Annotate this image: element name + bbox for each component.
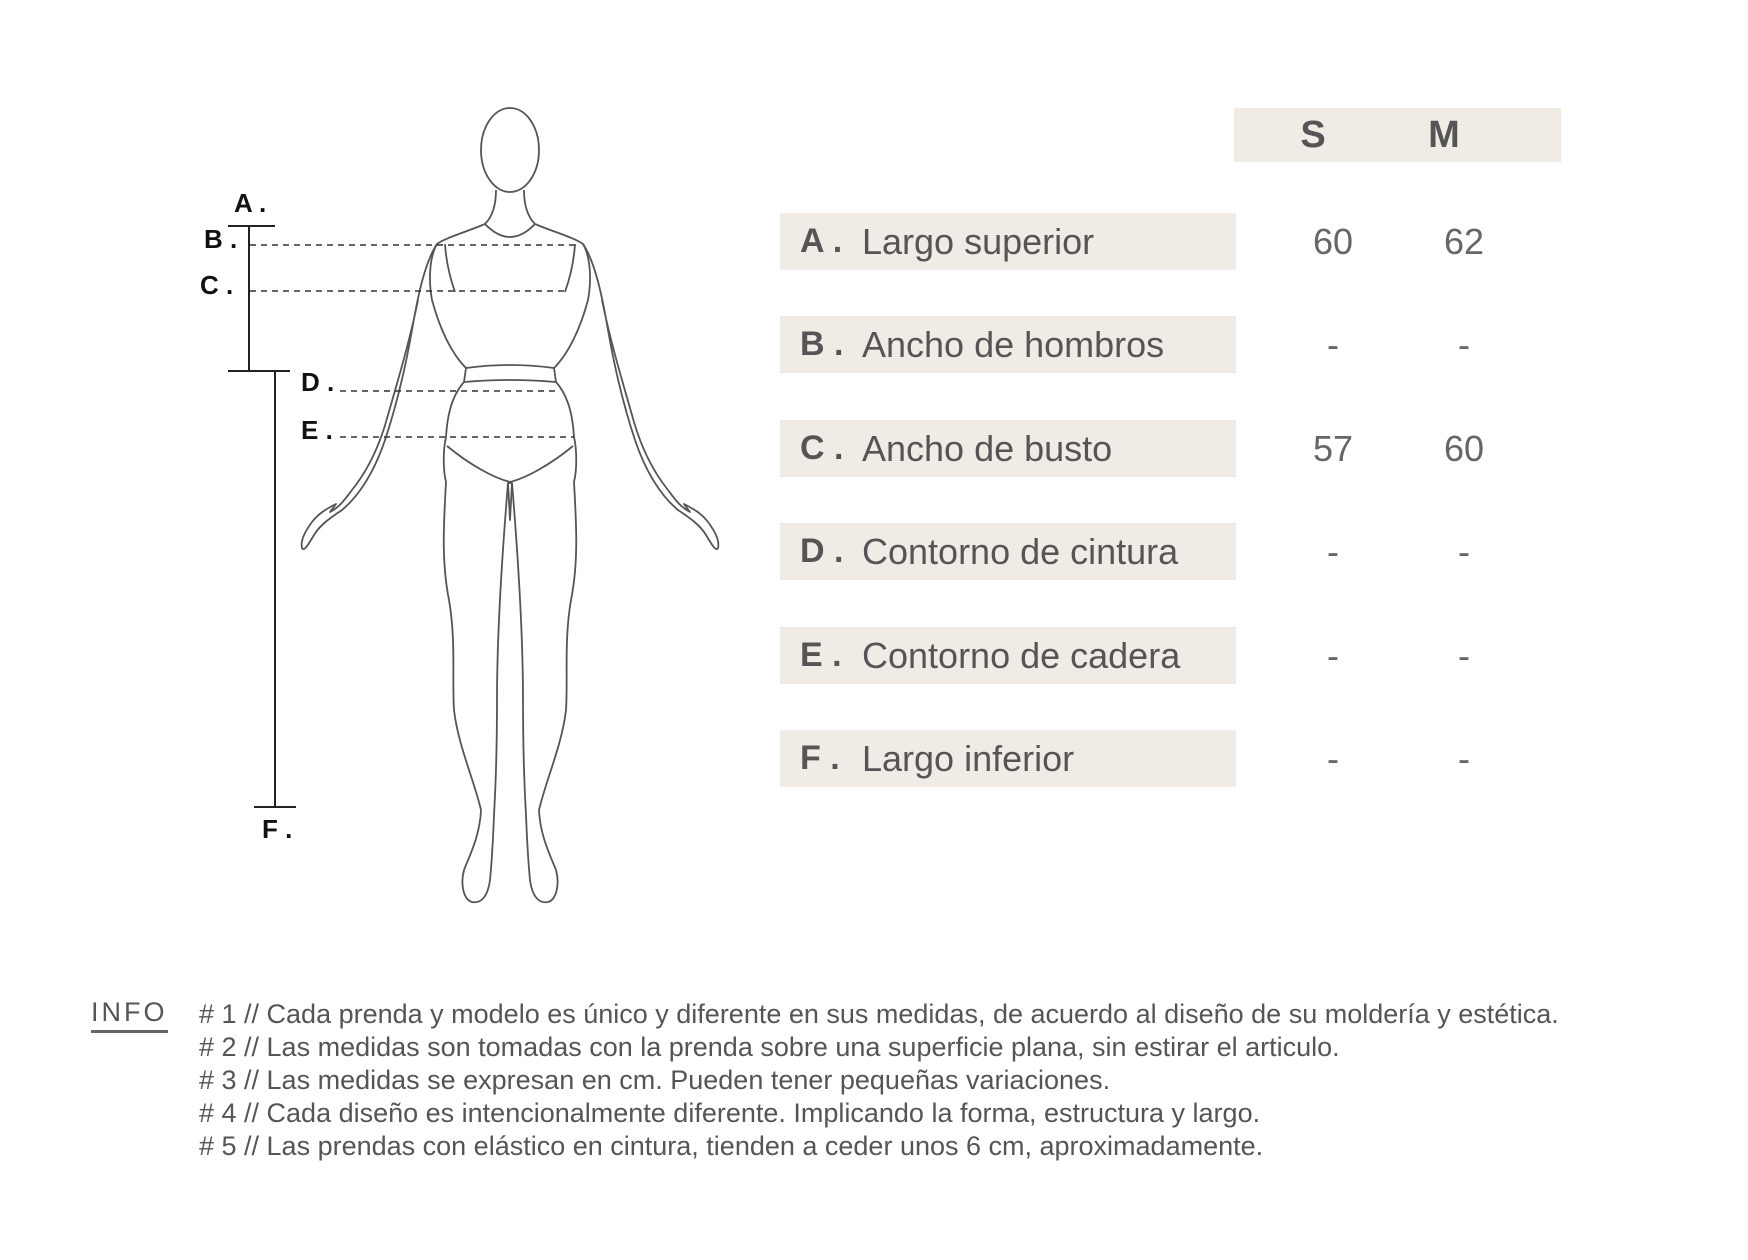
value-m: - [1458, 324, 1470, 365]
figure-legs-split [508, 483, 512, 520]
info-note-3: # 3 // Las medidas se expresan en cm. Pueden tener pequeñas variaciones. [199, 1065, 1111, 1095]
row-label [780, 627, 1236, 684]
value-s: 57 [1312, 428, 1354, 469]
row-letter: C . [800, 429, 844, 467]
info-note-2: # 2 // Las medidas son tomadas con la prenda sobre una superficie plana, sin estirar el articulo. [199, 1032, 1340, 1062]
row-letter: A . [800, 222, 843, 260]
info-note-5: # 5 // Las prendas con elástico en cintura, tienden a ceder unos 6 cm, aproximadamente. [199, 1131, 1264, 1161]
measure-lines [228, 226, 296, 807]
row-label [780, 420, 1236, 477]
value-s: 60 [1312, 221, 1354, 262]
info-notes [199, 998, 1559, 1163]
row-name: Ancho de hombros [862, 324, 1165, 365]
info-note-1: # 1 // Cada prenda y modelo es único y diferente en sus medidas, de acuerdo al diseño de su moldería y estética. [199, 999, 1559, 1029]
measurement-row-f [0, 730, 1748, 787]
row-name: Contorno de cintura [862, 531, 1179, 572]
row-name: Contorno de cadera [862, 635, 1181, 676]
value-m: - [1458, 531, 1470, 572]
row-name: Largo inferior [862, 738, 1075, 779]
diagram-label-b: B . [204, 224, 238, 254]
row-letter: B . [800, 325, 844, 363]
size-label-m: M [1428, 114, 1460, 156]
value-m: - [1458, 635, 1470, 676]
figure-head [481, 108, 539, 192]
value-m: 60 [1443, 428, 1485, 469]
measurement-row-e [0, 627, 1748, 684]
measurement-row-b [0, 316, 1748, 373]
value-s: - [1327, 738, 1339, 779]
size-header [1234, 108, 1561, 162]
measurement-row-d [0, 523, 1748, 580]
value-s: - [1327, 635, 1339, 676]
row-label [780, 316, 1236, 373]
value-m: - [1458, 738, 1470, 779]
diagram-label-a: A . [234, 188, 267, 218]
info-note-4: # 4 // Cada diseño es intencionalmente diferente. Implicando la forma, estructura y largo. [199, 1098, 1261, 1128]
row-name: Largo superior [862, 221, 1095, 262]
row-label [780, 213, 1236, 270]
diagram-label-c: C . [200, 270, 234, 300]
row-letter: D . [800, 532, 844, 570]
row-letter: E . [800, 636, 842, 674]
size-label-s: S [1300, 114, 1326, 156]
measurement-row-c [0, 420, 1748, 477]
value-m: 62 [1443, 221, 1485, 262]
diagram-label-d: D . [301, 367, 335, 397]
measurement-row-a [0, 213, 1748, 270]
figure-arm-right [583, 244, 718, 549]
row-label [780, 523, 1236, 580]
value-s: - [1327, 531, 1339, 572]
value-s: - [1327, 324, 1339, 365]
row-letter: F . [800, 739, 840, 777]
row-label [780, 730, 1236, 787]
diagram-label-f: F . [262, 814, 293, 844]
diagram-label-e: E . [301, 415, 333, 445]
info-title: INFO [91, 996, 168, 1033]
row-name: Ancho de busto [862, 428, 1113, 469]
